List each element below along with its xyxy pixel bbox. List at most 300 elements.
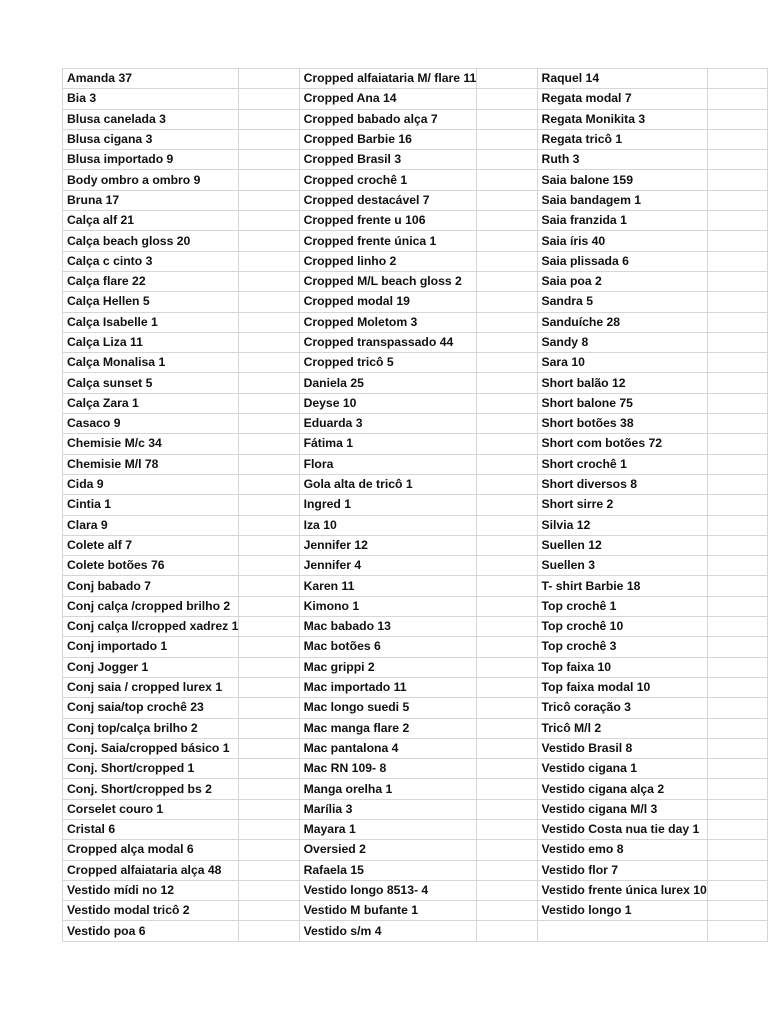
empty-cell[interactable] — [239, 312, 299, 332]
empty-cell[interactable] — [707, 495, 767, 515]
table-row — [63, 69, 768, 89]
empty-cell[interactable] — [239, 454, 299, 474]
empty-cell[interactable] — [477, 596, 537, 616]
empty-cell[interactable] — [477, 414, 537, 434]
item-cell[interactable]: Short crochê 1 — [537, 454, 707, 474]
item-cell[interactable]: Cida 9 — [63, 474, 239, 494]
empty-cell[interactable] — [707, 170, 767, 190]
item-cell[interactable]: Vestido M bufante 1 — [299, 901, 477, 921]
table-row — [63, 150, 768, 170]
item-cell[interactable]: Mac RN 109- 8 — [299, 759, 477, 779]
item-cell[interactable]: Chemisie M/c 34 — [63, 434, 239, 454]
table-row — [63, 637, 768, 657]
empty-cell[interactable] — [477, 535, 537, 555]
item-cell[interactable]: Cropped alfaiataria M/ flare 11 — [299, 69, 477, 89]
empty-cell[interactable] — [707, 718, 767, 738]
item-cell[interactable]: Top faixa 10 — [537, 657, 707, 677]
item-cell[interactable]: Calça Liza 11 — [63, 332, 239, 352]
empty-cell[interactable] — [707, 353, 767, 373]
item-cell[interactable]: Amanda 37 — [63, 69, 239, 89]
item-cell[interactable]: Vestido modal tricô 2 — [63, 901, 239, 921]
table-row — [63, 129, 768, 149]
empty-cell[interactable] — [477, 718, 537, 738]
empty-cell[interactable] — [707, 271, 767, 291]
empty-cell[interactable] — [239, 393, 299, 413]
item-cell[interactable]: Cropped destacável 7 — [299, 190, 477, 210]
item-cell[interactable]: Tricô M/l 2 — [537, 718, 707, 738]
table-row — [63, 474, 768, 494]
empty-cell[interactable] — [477, 759, 537, 779]
empty-cell[interactable] — [239, 69, 299, 89]
item-cell[interactable]: Short balão 12 — [537, 373, 707, 393]
table-row — [63, 860, 768, 880]
empty-cell[interactable] — [477, 69, 537, 89]
table-row — [63, 677, 768, 697]
item-cell[interactable]: Calça flare 22 — [63, 271, 239, 291]
table-row — [63, 698, 768, 718]
item-cell[interactable]: Saia bandagem 1 — [537, 190, 707, 210]
item-cell[interactable]: Body ombro a ombro 9 — [63, 170, 239, 190]
item-cell[interactable]: Saia íris 40 — [537, 231, 707, 251]
item-cell[interactable]: Regata modal 7 — [537, 89, 707, 109]
table-row — [63, 312, 768, 332]
item-cell[interactable]: Blusa importado 9 — [63, 150, 239, 170]
empty-cell[interactable] — [239, 251, 299, 271]
table-row — [63, 89, 768, 109]
empty-cell[interactable] — [239, 109, 299, 129]
item-cell[interactable]: Karen 11 — [299, 576, 477, 596]
table-row — [63, 880, 768, 900]
empty-cell[interactable] — [707, 292, 767, 312]
item-cell[interactable]: Top crochê 10 — [537, 617, 707, 637]
item-cell[interactable]: Regata tricô 1 — [537, 129, 707, 149]
table-row — [63, 353, 768, 373]
item-cell[interactable]: Vestido Costa nua tie day 1 — [537, 819, 707, 839]
empty-cell[interactable] — [707, 434, 767, 454]
empty-cell[interactable] — [477, 393, 537, 413]
table-row — [63, 211, 768, 231]
empty-cell[interactable] — [707, 69, 767, 89]
item-cell[interactable]: Calça Zara 1 — [63, 393, 239, 413]
item-cell[interactable]: Tricô coração 3 — [537, 698, 707, 718]
empty-cell[interactable] — [477, 901, 537, 921]
item-cell[interactable]: Jennifer 4 — [299, 556, 477, 576]
empty-cell[interactable] — [239, 414, 299, 434]
empty-cell[interactable] — [707, 251, 767, 271]
item-cell[interactable]: Saia plissada 6 — [537, 251, 707, 271]
item-cell[interactable]: Saia poa 2 — [537, 271, 707, 291]
empty-cell[interactable] — [239, 170, 299, 190]
empty-cell[interactable] — [239, 698, 299, 718]
item-cell[interactable]: Jennifer 12 — [299, 535, 477, 555]
item-cell[interactable]: Calça c cinto 3 — [63, 251, 239, 271]
empty-cell[interactable] — [477, 474, 537, 494]
item-cell[interactable]: Vestido emo 8 — [537, 840, 707, 860]
empty-cell[interactable] — [707, 556, 767, 576]
empty-cell[interactable] — [477, 353, 537, 373]
table-row — [63, 617, 768, 637]
item-cell[interactable]: Conj Jogger 1 — [63, 657, 239, 677]
item-cell[interactable]: Colete alf 7 — [63, 535, 239, 555]
item-cell[interactable]: Cropped alfaiataria alça 48 — [63, 860, 239, 880]
empty-cell[interactable] — [707, 677, 767, 697]
empty-cell[interactable] — [707, 637, 767, 657]
empty-cell[interactable] — [239, 799, 299, 819]
empty-cell[interactable] — [477, 251, 537, 271]
empty-cell[interactable] — [477, 860, 537, 880]
empty-cell[interactable] — [707, 819, 767, 839]
empty-cell[interactable] — [707, 840, 767, 860]
empty-cell[interactable] — [477, 211, 537, 231]
empty-cell[interactable] — [239, 901, 299, 921]
empty-cell[interactable] — [477, 779, 537, 799]
item-cell[interactable]: Conj. Short/cropped 1 — [63, 759, 239, 779]
table-row — [63, 190, 768, 210]
empty-cell[interactable] — [239, 150, 299, 170]
item-cell[interactable]: Mac manga flare 2 — [299, 718, 477, 738]
empty-cell[interactable] — [239, 576, 299, 596]
empty-cell[interactable] — [707, 657, 767, 677]
empty-cell[interactable] — [477, 921, 537, 941]
empty-cell[interactable] — [239, 332, 299, 352]
empty-cell[interactable] — [239, 677, 299, 697]
table-row — [63, 231, 768, 251]
empty-cell[interactable] — [239, 271, 299, 291]
item-cell[interactable]: Ruth 3 — [537, 150, 707, 170]
item-cell[interactable]: Rafaela 15 — [299, 860, 477, 880]
empty-cell[interactable] — [239, 556, 299, 576]
empty-cell[interactable] — [707, 190, 767, 210]
item-cell[interactable]: Vestido Brasil 8 — [537, 738, 707, 758]
empty-cell[interactable] — [477, 332, 537, 352]
item-cell[interactable]: Conj babado 7 — [63, 576, 239, 596]
item-cell[interactable]: Gola alta de tricô 1 — [299, 474, 477, 494]
item-cell[interactable]: Mac botões 6 — [299, 637, 477, 657]
empty-cell[interactable] — [239, 292, 299, 312]
item-cell[interactable]: Calça sunset 5 — [63, 373, 239, 393]
item-cell[interactable]: Top crochê 3 — [537, 637, 707, 657]
empty-cell[interactable] — [477, 454, 537, 474]
item-cell[interactable]: Cropped frente única 1 — [299, 231, 477, 251]
empty-cell[interactable] — [239, 617, 299, 637]
empty-cell[interactable] — [707, 129, 767, 149]
empty-cell[interactable] — [707, 231, 767, 251]
empty-cell[interactable] — [239, 129, 299, 149]
empty-cell[interactable] — [477, 495, 537, 515]
empty-cell[interactable] — [239, 231, 299, 251]
table-row — [63, 373, 768, 393]
item-cell[interactable]: Suellen 3 — [537, 556, 707, 576]
item-cell[interactable]: Vestido cigana M/l 3 — [537, 799, 707, 819]
empty-cell[interactable] — [239, 596, 299, 616]
empty-cell[interactable] — [477, 515, 537, 535]
empty-cell[interactable] — [707, 474, 767, 494]
item-cell[interactable]: Top crochê 1 — [537, 596, 707, 616]
item-cell[interactable]: Conj. Saia/cropped básico 1 — [63, 738, 239, 758]
table-row — [63, 271, 768, 291]
item-cell[interactable]: Short sirre 2 — [537, 495, 707, 515]
table-row — [63, 515, 768, 535]
item-cell[interactable]: Calça Monalisa 1 — [63, 353, 239, 373]
empty-cell[interactable] — [239, 738, 299, 758]
item-cell[interactable]: Silvia 12 — [537, 515, 707, 535]
item-cell[interactable]: Fátima 1 — [299, 434, 477, 454]
item-cell[interactable]: Conj. Short/cropped bs 2 — [63, 779, 239, 799]
item-cell[interactable] — [537, 921, 707, 941]
item-cell[interactable]: Vestido longo 8513- 4 — [299, 880, 477, 900]
item-cell[interactable]: Blusa cigana 3 — [63, 129, 239, 149]
empty-cell[interactable] — [239, 495, 299, 515]
item-cell[interactable]: Vestido cigana alça 2 — [537, 779, 707, 799]
empty-cell[interactable] — [239, 718, 299, 738]
empty-cell[interactable] — [477, 129, 537, 149]
item-cell[interactable]: Sandy 8 — [537, 332, 707, 352]
empty-cell[interactable] — [707, 596, 767, 616]
table-row — [63, 799, 768, 819]
empty-cell[interactable] — [239, 474, 299, 494]
item-cell[interactable]: Manga orelha 1 — [299, 779, 477, 799]
empty-cell[interactable] — [707, 535, 767, 555]
table-row — [63, 657, 768, 677]
item-cell[interactable]: Calça Hellen 5 — [63, 292, 239, 312]
empty-cell[interactable] — [477, 840, 537, 860]
empty-cell[interactable] — [477, 434, 537, 454]
item-cell[interactable]: Deyse 10 — [299, 393, 477, 413]
table-row — [63, 535, 768, 555]
empty-cell[interactable] — [707, 373, 767, 393]
empty-cell[interactable] — [707, 150, 767, 170]
item-cell[interactable]: Clara 9 — [63, 515, 239, 535]
empty-cell[interactable] — [707, 779, 767, 799]
empty-cell[interactable] — [707, 921, 767, 941]
item-cell[interactable]: Corselet couro 1 — [63, 799, 239, 819]
empty-cell[interactable] — [477, 738, 537, 758]
table-row — [63, 779, 768, 799]
item-cell[interactable]: Saia balone 159 — [537, 170, 707, 190]
item-cell[interactable]: Cropped M/L beach gloss 2 — [299, 271, 477, 291]
empty-cell[interactable] — [707, 89, 767, 109]
item-cell[interactable]: Conj top/calça brilho 2 — [63, 718, 239, 738]
empty-cell[interactable] — [477, 819, 537, 839]
item-cell[interactable]: Cropped modal 19 — [299, 292, 477, 312]
empty-cell[interactable] — [707, 617, 767, 637]
item-cell[interactable]: Mac importado 11 — [299, 677, 477, 697]
empty-cell[interactable] — [477, 109, 537, 129]
item-cell[interactable]: Calça beach gloss 20 — [63, 231, 239, 251]
item-cell[interactable]: Vestido poa 6 — [63, 921, 239, 941]
item-cell[interactable]: Conj calça /cropped brilho 2 — [63, 596, 239, 616]
empty-cell[interactable] — [707, 799, 767, 819]
empty-cell[interactable] — [239, 860, 299, 880]
item-cell[interactable]: Suellen 12 — [537, 535, 707, 555]
item-cell[interactable]: Cropped tricô 5 — [299, 353, 477, 373]
table-row — [63, 921, 768, 941]
item-cell[interactable]: Cropped frente u 106 — [299, 211, 477, 231]
item-cell[interactable]: Bia 3 — [63, 89, 239, 109]
item-cell[interactable]: Blusa canelada 3 — [63, 109, 239, 129]
empty-cell[interactable] — [707, 211, 767, 231]
item-cell[interactable]: Calça alf 21 — [63, 211, 239, 231]
item-cell[interactable]: Mac grippi 2 — [299, 657, 477, 677]
empty-cell[interactable] — [477, 799, 537, 819]
empty-cell[interactable] — [239, 819, 299, 839]
empty-cell[interactable] — [707, 698, 767, 718]
empty-cell[interactable] — [239, 921, 299, 941]
empty-cell[interactable] — [707, 332, 767, 352]
empty-cell[interactable] — [477, 89, 537, 109]
empty-cell[interactable] — [239, 657, 299, 677]
empty-cell[interactable] — [239, 535, 299, 555]
table-row — [63, 556, 768, 576]
item-cell[interactable]: Vestido frente única lurex 10 — [537, 880, 707, 900]
item-cell[interactable]: Short balone 75 — [537, 393, 707, 413]
item-cell[interactable]: Cristal 6 — [63, 819, 239, 839]
table-row — [63, 414, 768, 434]
empty-cell[interactable] — [239, 779, 299, 799]
empty-cell[interactable] — [477, 150, 537, 170]
item-cell[interactable]: Ingred 1 — [299, 495, 477, 515]
item-cell[interactable]: Flora — [299, 454, 477, 474]
empty-cell[interactable] — [239, 515, 299, 535]
item-cell[interactable]: Short botões 38 — [537, 414, 707, 434]
empty-cell[interactable] — [707, 312, 767, 332]
empty-cell[interactable] — [239, 637, 299, 657]
empty-cell[interactable] — [477, 231, 537, 251]
empty-cell[interactable] — [239, 211, 299, 231]
item-cell[interactable]: Conj saia/top crochê 23 — [63, 698, 239, 718]
item-cell[interactable]: Top faixa modal 10 — [537, 677, 707, 697]
empty-cell[interactable] — [477, 677, 537, 697]
empty-cell[interactable] — [477, 880, 537, 900]
item-cell[interactable]: Vestido s/m 4 — [299, 921, 477, 941]
inventory-table-body — [63, 69, 768, 942]
table-row — [63, 738, 768, 758]
empty-cell[interactable] — [477, 637, 537, 657]
item-cell[interactable]: Cropped linho 2 — [299, 251, 477, 271]
table-row — [63, 454, 768, 474]
item-cell[interactable]: Vestido mídi no 12 — [63, 880, 239, 900]
item-cell[interactable]: Iza 10 — [299, 515, 477, 535]
item-cell[interactable]: Calça Isabelle 1 — [63, 312, 239, 332]
table-row — [63, 170, 768, 190]
empty-cell[interactable] — [477, 271, 537, 291]
empty-cell[interactable] — [477, 576, 537, 596]
item-cell[interactable]: Sandra 5 — [537, 292, 707, 312]
table-row — [63, 109, 768, 129]
empty-cell[interactable] — [477, 373, 537, 393]
empty-cell[interactable] — [707, 515, 767, 535]
item-cell[interactable]: Mac pantalona 4 — [299, 738, 477, 758]
item-cell[interactable]: Kimono 1 — [299, 596, 477, 616]
table-row — [63, 718, 768, 738]
item-cell[interactable]: Cropped Ana 14 — [299, 89, 477, 109]
item-cell[interactable]: Mac longo suedi 5 — [299, 698, 477, 718]
item-cell[interactable]: Sara 10 — [537, 353, 707, 373]
item-cell[interactable]: Cropped Brasil 3 — [299, 150, 477, 170]
empty-cell[interactable] — [477, 292, 537, 312]
item-cell[interactable]: Eduarda 3 — [299, 414, 477, 434]
empty-cell[interactable] — [707, 393, 767, 413]
item-cell[interactable]: Bruna 17 — [63, 190, 239, 210]
empty-cell[interactable] — [707, 414, 767, 434]
item-cell[interactable]: Colete botões 76 — [63, 556, 239, 576]
empty-cell[interactable] — [239, 190, 299, 210]
table-row — [63, 495, 768, 515]
empty-cell[interactable] — [707, 109, 767, 129]
table-row — [63, 292, 768, 312]
empty-cell[interactable] — [707, 738, 767, 758]
table-row — [63, 596, 768, 616]
item-cell[interactable]: Saia franzida 1 — [537, 211, 707, 231]
empty-cell[interactable] — [239, 759, 299, 779]
empty-cell[interactable] — [239, 353, 299, 373]
item-cell[interactable]: Regata Monikita 3 — [537, 109, 707, 129]
empty-cell[interactable] — [477, 617, 537, 637]
item-cell[interactable]: Cropped crochê 1 — [299, 170, 477, 190]
empty-cell[interactable] — [707, 880, 767, 900]
item-cell[interactable]: Oversied 2 — [299, 840, 477, 860]
item-cell[interactable]: Cropped alça modal 6 — [63, 840, 239, 860]
item-cell[interactable]: Marília 3 — [299, 799, 477, 819]
empty-cell[interactable] — [477, 698, 537, 718]
empty-cell[interactable] — [707, 759, 767, 779]
item-cell[interactable]: Short diversos 8 — [537, 474, 707, 494]
item-cell[interactable]: Vestido cigana 1 — [537, 759, 707, 779]
item-cell[interactable]: Conj calça l/cropped xadrez 1 — [63, 617, 239, 637]
item-cell[interactable]: Conj importado 1 — [63, 637, 239, 657]
empty-cell[interactable] — [477, 170, 537, 190]
item-cell[interactable]: Vestido flor 7 — [537, 860, 707, 880]
item-cell[interactable]: Raquel 14 — [537, 69, 707, 89]
empty-cell[interactable] — [477, 556, 537, 576]
item-cell[interactable]: Mac babado 13 — [299, 617, 477, 637]
table-row — [63, 251, 768, 271]
empty-cell[interactable] — [239, 840, 299, 860]
empty-cell[interactable] — [477, 657, 537, 677]
table-row — [63, 434, 768, 454]
item-cell[interactable]: Cropped babado alça 7 — [299, 109, 477, 129]
empty-cell[interactable] — [477, 312, 537, 332]
item-cell[interactable]: Cropped Barbie 16 — [299, 129, 477, 149]
table-row — [63, 901, 768, 921]
table-row — [63, 819, 768, 839]
table-row — [63, 840, 768, 860]
empty-cell[interactable] — [477, 190, 537, 210]
item-cell[interactable]: Cintia 1 — [63, 495, 239, 515]
empty-cell[interactable] — [707, 901, 767, 921]
item-cell[interactable]: Mayara 1 — [299, 819, 477, 839]
inventory-table — [62, 68, 768, 942]
empty-cell[interactable] — [239, 880, 299, 900]
table-row — [63, 332, 768, 352]
empty-cell[interactable] — [239, 373, 299, 393]
empty-cell[interactable] — [707, 454, 767, 474]
item-cell[interactable]: Chemisie M/l 78 — [63, 454, 239, 474]
empty-cell[interactable] — [707, 860, 767, 880]
item-cell[interactable]: Cropped Moletom 3 — [299, 312, 477, 332]
item-cell[interactable]: Sanduíche 28 — [537, 312, 707, 332]
empty-cell[interactable] — [707, 576, 767, 596]
item-cell[interactable]: Daniela 25 — [299, 373, 477, 393]
empty-cell[interactable] — [239, 434, 299, 454]
item-cell[interactable]: Cropped transpassado 44 — [299, 332, 477, 352]
item-cell[interactable]: T- shirt Barbie 18 — [537, 576, 707, 596]
item-cell[interactable]: Conj saia / cropped lurex 1 — [63, 677, 239, 697]
item-cell[interactable]: Short com botões 72 — [537, 434, 707, 454]
empty-cell[interactable] — [239, 89, 299, 109]
item-cell[interactable]: Vestido longo 1 — [537, 901, 707, 921]
item-cell[interactable]: Casaco 9 — [63, 414, 239, 434]
